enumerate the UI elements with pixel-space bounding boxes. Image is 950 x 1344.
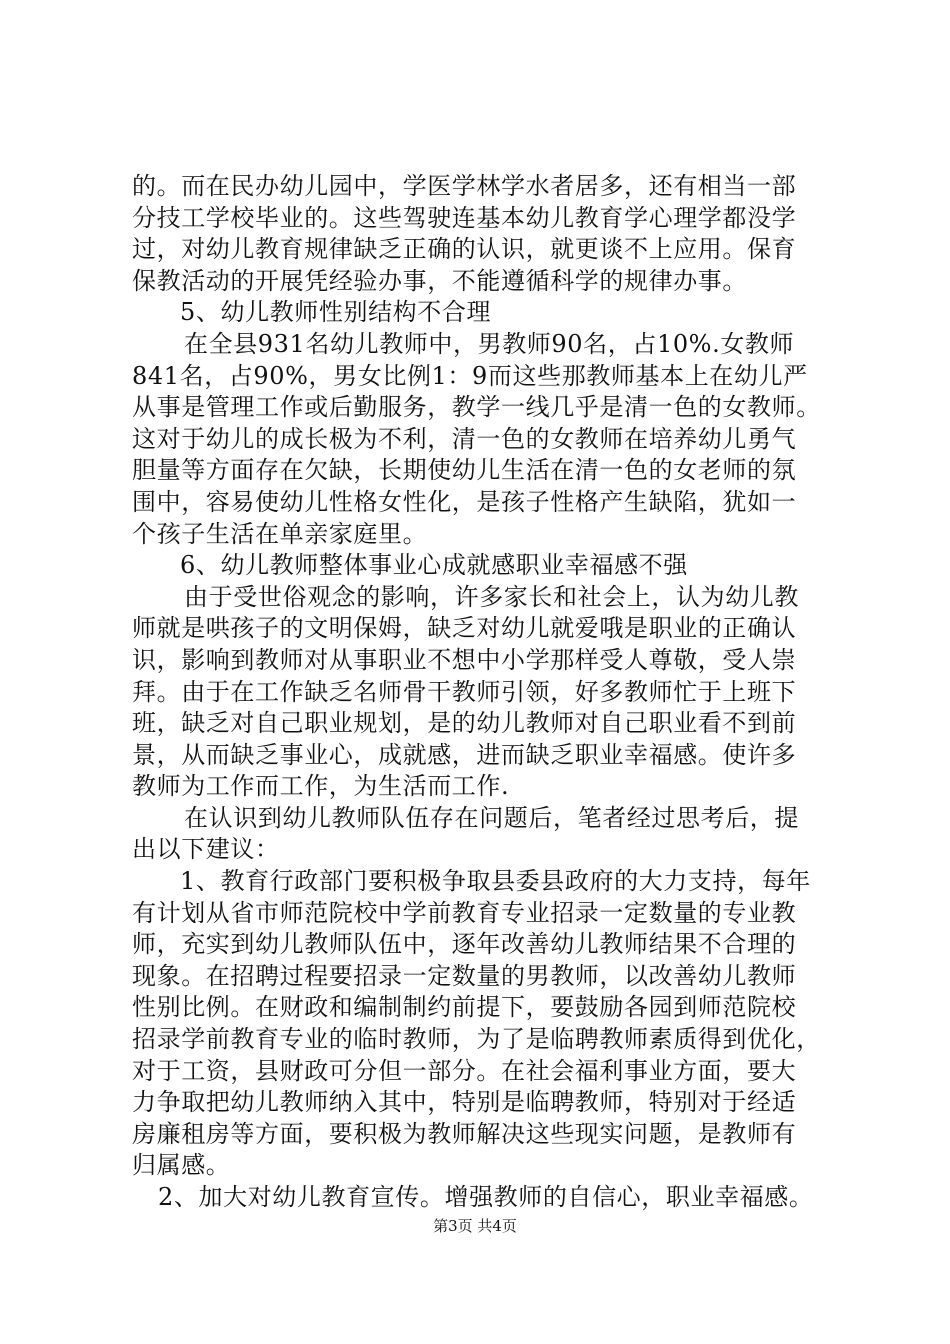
paragraph-first-line: 1、教育行政部门要积极争取县委县政府的大力支持，每年: [180, 867, 811, 896]
text-line: 归属感。: [132, 1151, 231, 1180]
text-line: 教师为工作而工作，为生活而工作.: [132, 772, 510, 801]
text-line: 分技工学校毕业的。这些驾驶连基本幼儿教育学心理学都没学: [132, 203, 797, 232]
paragraph-first-line: 2、加大对幼儿教育宣传。增强教师的自信心，职业幸福感。: [158, 1183, 814, 1211]
text-line: 有计划从省市师范院校中学前教育专业招录一定数量的专业教: [132, 898, 797, 927]
text-line: 识，影响到教师对从事职业不想中小学那样受人尊敬，受人崇: [132, 645, 797, 674]
text-line: 的。而在民办幼儿园中，学医学林学水者居多，还有相当一部: [132, 172, 797, 200]
text-line: 胆量等方面存在欠缺，长期使幼儿生活在清一色的女老师的氛: [132, 456, 797, 485]
page-number-footer: 第3页 共4页: [433, 1217, 517, 1235]
text-line: 师就是哄孩子的文明保姆，缺乏对幼儿就爱哦是职业的正确认: [132, 614, 797, 643]
text-line: 师，充实到幼儿教师队伍中，逐年改善幼儿教师结果不合理的: [132, 930, 797, 959]
text-line: 对于工资，县财政可分但一部分。在社会福利事业方面，要大: [132, 1056, 797, 1085]
text-line: 出以下建议：: [132, 835, 280, 864]
text-line: 景，从而缺乏事业心，成就感，进而缺乏职业幸福感。使许多: [132, 740, 797, 769]
paragraph-first-line: 在全县931名幼儿教师中，男教师90名，占10%.女教师: [184, 329, 795, 358]
text-line: 现象。在招聘过程要招录一定数量的男教师，以改善幼儿教师: [132, 961, 797, 990]
text-line: 841名，占90%，男女比例1：9而这些那教师基本上在幼儿严: [132, 361, 808, 390]
text-line: 从事是管理工作或后勤服务，教学一线几乎是清一色的女教师。: [132, 393, 821, 422]
text-line: 保教活动的开展凭经验办事，不能遵循科学的规律办事。: [132, 266, 747, 295]
text-line: 围中，容易使幼儿性格女性化，是孩子性格产生缺陷，犹如一: [132, 487, 797, 516]
paragraph-first-line: 在认识到幼儿教师队伍存在问题后，笔者经过思考后，提: [184, 803, 799, 832]
section-heading: 6、幼儿教师整体事业心成就感职业幸福感不强: [180, 551, 688, 580]
text-line: 招录学前教育专业的临时教师，为了是临聘教师素质得到优化，: [132, 1025, 821, 1054]
text-line: 房廉租房等方面，要积极为教师解决这些现实问题，是教师有: [132, 1119, 797, 1148]
document-body: [132, 171, 832, 1214]
text-line: 这对于幼儿的成长极为不利，清一色的女教师在培养幼儿勇气: [132, 424, 797, 453]
text-line: 性别比例。在财政和编制制约前提下，要鼓励各园到师范院校: [132, 993, 797, 1022]
text-line: 力争取把幼儿教师纳入其中，特别是临聘教师，特别对于经适: [132, 1088, 797, 1117]
text-line: 过，对幼儿教育规律缺乏正确的认识，就更谈不上应用。保育: [132, 235, 797, 264]
text-line: 班，缺乏对自己职业规划，是的幼儿教师对自己职业看不到前: [132, 709, 797, 738]
text-line: 个孩子生活在单亲家庭里。: [132, 519, 428, 548]
paragraph-first-line: 由于受世俗观念的影响，许多家长和社会上，认为幼儿教: [184, 582, 799, 611]
section-heading: 5、幼儿教师性别结构不合理: [180, 298, 492, 327]
text-line: 拜。由于在工作缺乏名师骨干教师引领，好多教师忙于上班下: [132, 677, 797, 706]
